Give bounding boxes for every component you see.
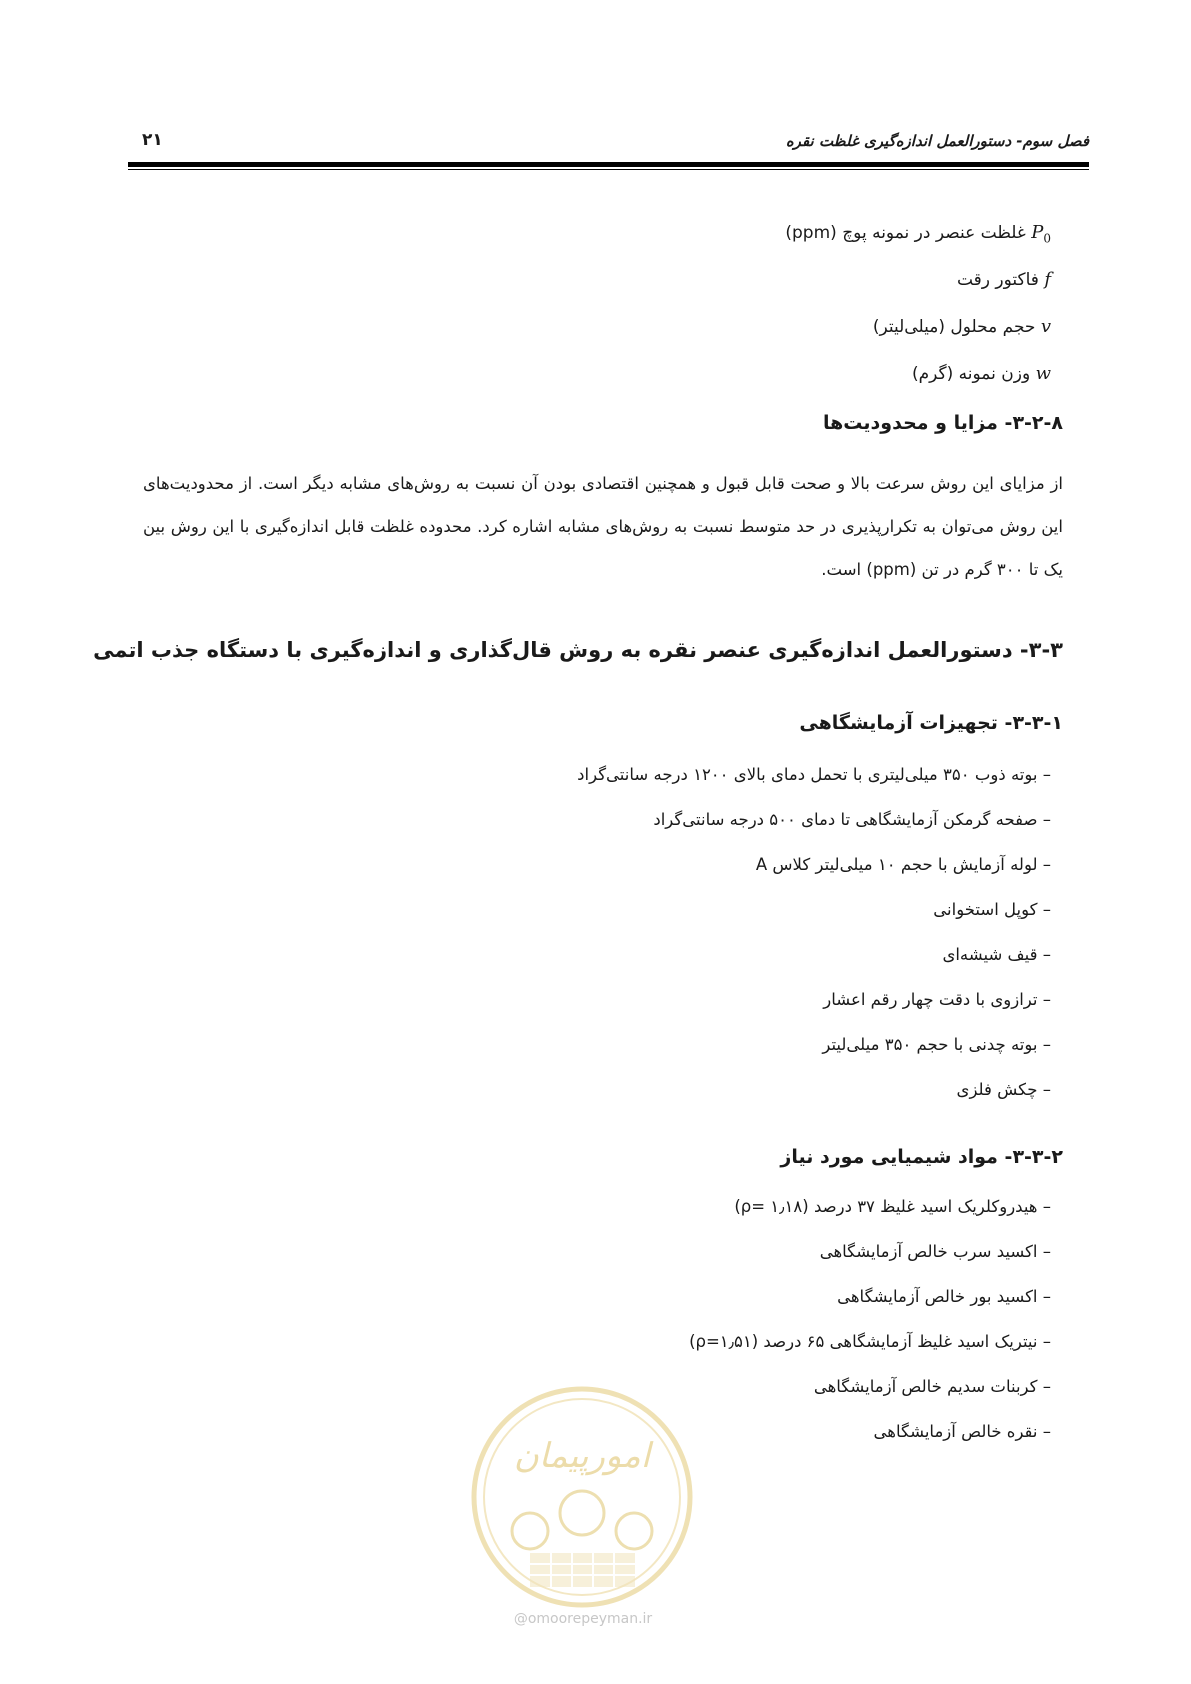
list-item: – صفحه گرمکن آزمایشگاهی تا دمای ۵۰۰ درجه سانتی‌گراد <box>653 810 1051 829</box>
list-item: – قیف شیشه‌ای <box>942 945 1051 964</box>
section-heading-advantages: ۳-۲-۸- مزایا و محدودیت‌ها <box>822 412 1063 434</box>
list-item: – ترازوی با دقت چهار رقم اعشار <box>823 990 1051 1009</box>
variable-symbol: v <box>1040 316 1051 337</box>
variable-description: وزن نمونه (گرم) <box>912 364 1031 384</box>
list-item: – کوپل استخوانی <box>933 900 1051 919</box>
list-item: – هیدروکلریک اسید غلیظ ۳۷ درصد (ρ= ۱٫۱۸) <box>734 1197 1051 1216</box>
variable-description: غلظت عنصر در نمونه پوچ (ppm) <box>785 223 1026 243</box>
advantages-paragraph: از مزایای این روش سرعت بالا و صحت قابل قبول و همچنین اقتصادی بودن آن نسبت به روش‌های مشابه دیگر است. از محدودیت‌های این روش می‌توان به تکرارپذیری در حد متوسط نسبت به روش‌های مشابه اشاره کرد. محدوده غلظت قابل اندازه‌گیری با این روش بین یک تا ۳۰۰ گرم در تن (ppm) است. <box>143 474 1063 579</box>
list-item: – کربنات سدیم خالص آزمایشگاهی <box>813 1377 1051 1396</box>
chapter-title: فصل سوم- دستورالعمل اندازه‌گیری غلظت نقره <box>785 132 1089 150</box>
list-item: – نیتریک اسید غلیظ آزمایشگاهی ۶۵ درصد (ρ=۱٫۵۱) <box>689 1332 1051 1351</box>
variable-symbol: w <box>1035 363 1051 384</box>
watermark-url: @omoorepeyman.ir <box>513 1611 653 1627</box>
seal-logo-text: امورپیمان <box>513 1436 651 1476</box>
list-item: – چکش فلزی <box>956 1080 1051 1099</box>
variable-description: فاکتور رقت <box>956 270 1039 290</box>
variable-symbol: f <box>1044 269 1051 290</box>
section-heading-chemicals: ۳-۳-۲- مواد شیمیایی مورد نیاز <box>780 1146 1063 1168</box>
chemicals-list <box>689 1192 1051 1462</box>
equipment-list <box>577 760 1051 1120</box>
list-item: – اکسید سرب خالص آزمایشگاهی <box>819 1242 1051 1261</box>
variable-symbol: $P_0$ <box>1031 222 1051 246</box>
list-item: – لوله آزمایش با حجم ۱۰ میلی‌لیتر کلاس A <box>755 855 1051 874</box>
watermark-seal-icon <box>470 1385 695 1610</box>
list-item: – نقره خالص آزمایشگاهی <box>873 1422 1051 1441</box>
header-rule-thin <box>128 169 1089 170</box>
variable-description: حجم محلول (میلی‌لیتر) <box>872 317 1036 337</box>
variable-row <box>785 312 1051 359</box>
variable-definitions <box>785 218 1051 406</box>
list-item: – اکسید بور خالص آزمایشگاهی <box>837 1287 1051 1306</box>
variable-row <box>785 218 1051 265</box>
header-rule-thick <box>128 162 1089 167</box>
variable-row <box>785 359 1051 406</box>
section-heading-main: ۳-۳- دستورالعمل اندازه‌گیری عنصر نقره به روش قال‌گذاری و اندازه‌گیری با دستگاه جذب اتمی <box>93 638 1063 662</box>
variable-row <box>785 265 1051 312</box>
list-item: – بوته چدنی با حجم ۳۵۰ میلی‌لیتر <box>822 1035 1051 1054</box>
list-item: – بوته ذوب ۳۵۰ میلی‌لیتری با تحمل دمای بالای ۱۲۰۰ درجه سانتی‌گراد <box>577 765 1051 784</box>
page-number: ۲۱ <box>142 130 163 150</box>
section-heading-equipment: ۳-۳-۱- تجهیزات آزمایشگاهی <box>799 712 1063 734</box>
